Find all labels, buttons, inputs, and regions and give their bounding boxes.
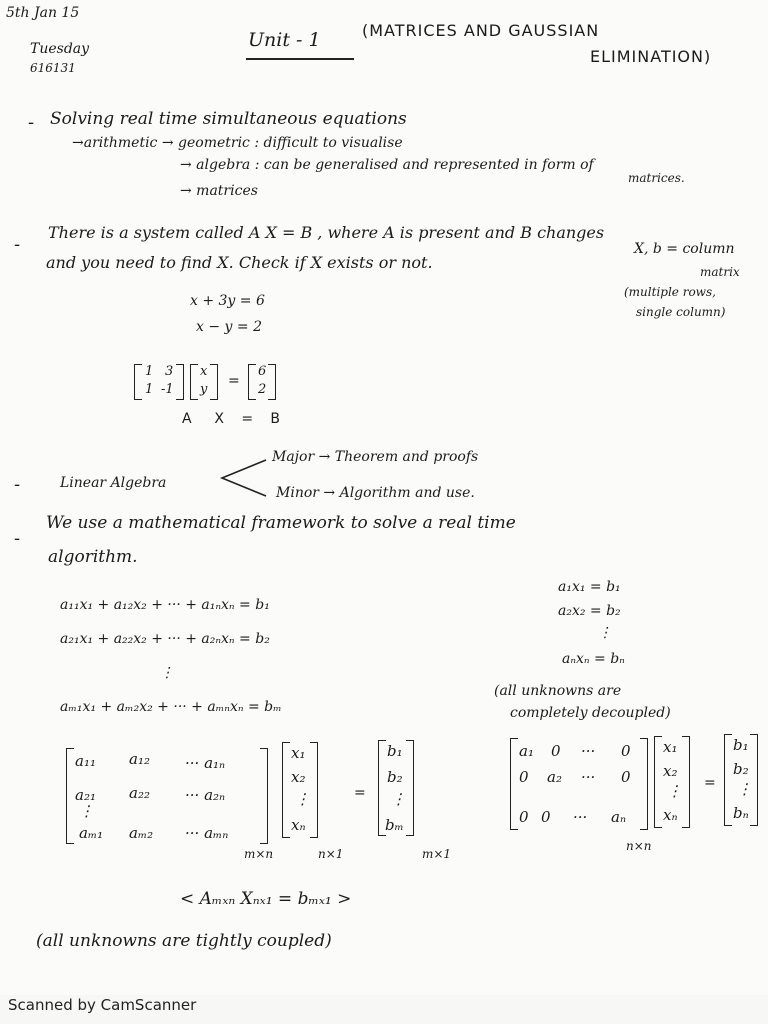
dim-x: n×1 (318, 847, 344, 861)
s2-side4: single column) (636, 305, 726, 319)
s2-side2: matrix (700, 265, 740, 279)
final-equation: < Aₘₓₙ Xₙₓ₁ = bₘₓ₁ > (180, 889, 352, 909)
sys-eq-1: a₁₁x₁ + a₁₂x₂ + ··· + a₁ₙxₙ = b₁ (60, 597, 270, 613)
big-var-matrix: x₁ x₂ ⋮ xₙ (282, 742, 318, 838)
s3-minor: Minor → Algorithm and use. (276, 485, 475, 501)
const-matrix: 6 2 (248, 364, 276, 400)
big-eq-sign: = (354, 785, 366, 801)
diag-matrix: a₁ 0 ··· 0 0 a₂ ··· 0 0 0 ··· aₙ (510, 738, 648, 830)
s2-side3: (multiple rows, (624, 285, 716, 299)
s4-line1: We use a mathematical framework to solve a real time (46, 513, 516, 533)
sys-eq-2: a₂₁x₁ + a₂₂x₂ + ··· + a₂ₙxₙ = b₂ (60, 631, 270, 647)
s1-line1: Solving real time simultaneous equations (50, 109, 407, 129)
dec-note-2: completely decoupled) (510, 705, 671, 721)
dec-dots: ⋮ (598, 625, 612, 641)
s2-line2: and you need to find X. Check if X exists or not. (46, 253, 433, 272)
s3-major: Major → Theorem and proofs (272, 449, 479, 465)
s4-line2: algorithm. (48, 547, 138, 567)
day: Tuesday (30, 41, 90, 57)
sys-dots: ⋮ (160, 665, 174, 681)
eq-sign-small: = (228, 373, 240, 389)
s2-eq2: x − y = 2 (196, 319, 262, 335)
diag-eq-sign: = (704, 775, 716, 791)
s2-line1: There is a system called A X = B , where A is present and B changes (48, 223, 605, 242)
dec-eq-n: aₙxₙ = bₙ (562, 651, 625, 667)
big-const-matrix: b₁ b₂ ⋮ bₘ (378, 740, 414, 836)
dim-a: m×n (244, 847, 274, 861)
dec-eq-1: a₁x₁ = b₁ (558, 579, 621, 595)
scanner-footer: Scanned by CamScanner (8, 996, 197, 1014)
var-matrix: x y (190, 364, 218, 400)
coeff-matrix: 1 3 1 -1 (134, 364, 184, 400)
dec-eq-2: a₂x₂ = b₂ (558, 603, 621, 619)
bullet-3: - (14, 474, 21, 495)
dec-note-1: (all unknowns are (494, 683, 622, 699)
s1-line3: → algebra : can be generalised and represented in form of (180, 157, 594, 173)
axb-label: A X = B (182, 411, 282, 427)
branch-lines (218, 456, 268, 500)
big-coeff-matrix: a₁₁ a₁₂ ··· a₁ₙ a₂₁ a₂₂ ··· a₂ₙ ⋮ aₘ₁ aₘ₂ ··· aₘₙ (66, 748, 268, 844)
dim-b: m×1 (422, 847, 452, 861)
title-underline (246, 58, 354, 60)
final-note: (all unknowns are tightly coupled) (36, 931, 332, 951)
title-topic-1: (MATRICES AND GAUSSIAN (362, 21, 600, 40)
s3-left: Linear Algebra (60, 475, 167, 491)
diag-const-matrix: b₁ b₂ ⋮ bₙ (724, 734, 758, 826)
s2-eq1: x + 3y = 6 (190, 293, 265, 309)
sys-eq-m: aₘ₁x₁ + aₘ₂x₂ + ··· + aₘₙxₙ = bₘ (60, 699, 282, 715)
s2-side1: X, b = column (634, 241, 735, 257)
diag-var-matrix: x₁ x₂ ⋮ xₙ (654, 736, 690, 828)
bullet-1: - (28, 112, 35, 133)
title-unit: Unit - 1 (248, 29, 321, 51)
title-topic-2: ELIMINATION) (590, 47, 712, 66)
dim-diag: n×n (626, 839, 652, 853)
date: 5th Jan 15 (6, 5, 80, 21)
bullet-2: - (14, 234, 21, 255)
s1-line4: → matrices (180, 183, 258, 199)
bullet-4: - (14, 528, 21, 549)
s1-line3b: matrices. (628, 171, 685, 185)
ref-number: 616131 (30, 61, 76, 75)
s1-line2: →arithmetic → geometric : difficult to visualise (72, 135, 403, 151)
